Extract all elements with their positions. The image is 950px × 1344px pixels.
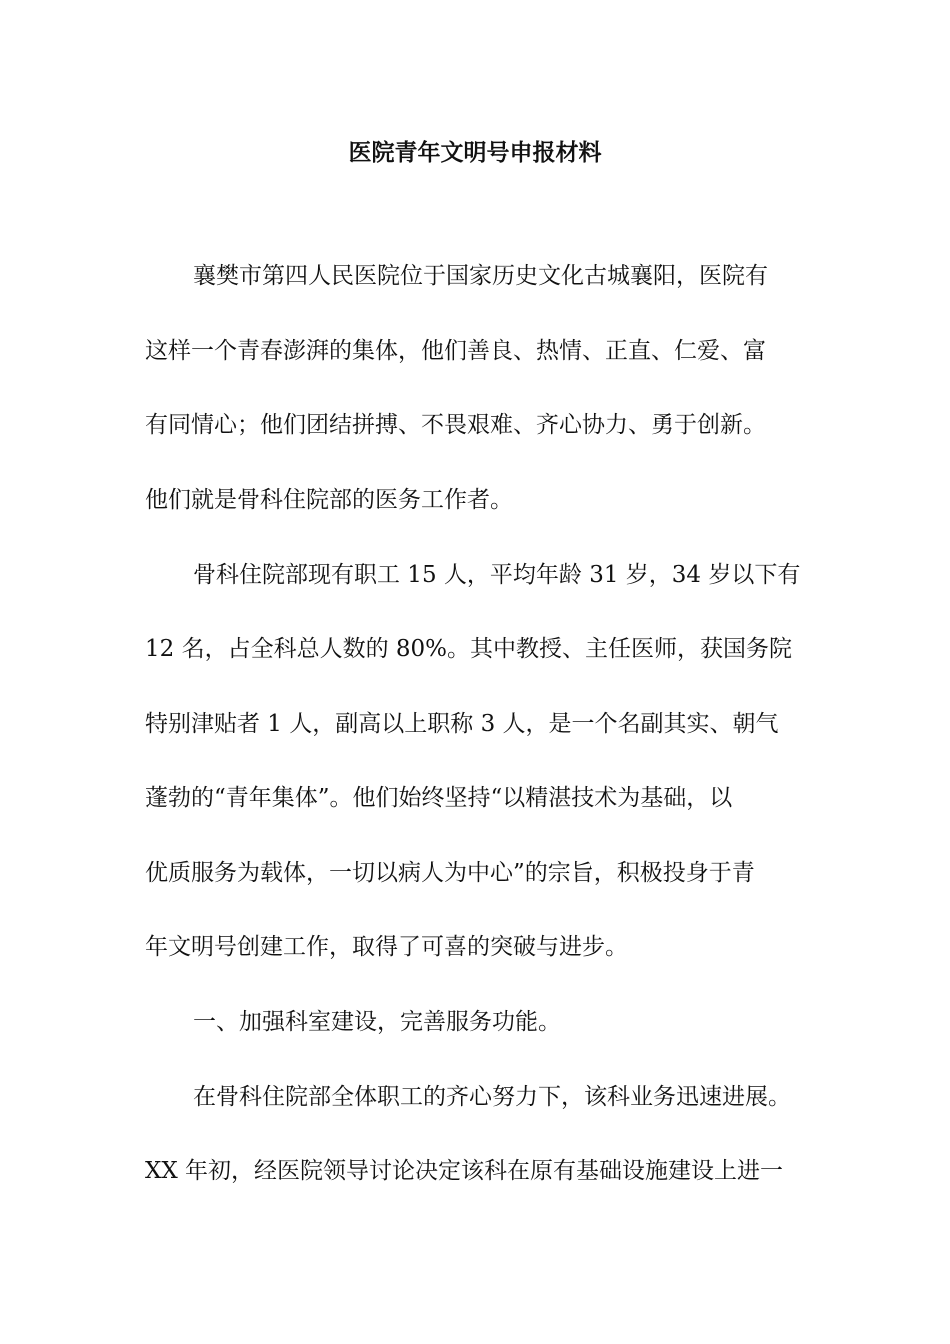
paragraph-line: 蓬勃的“青年集体”。他们始终坚持“以精湛技术为基础，以 [145, 785, 733, 811]
document-title: 医院青年文明号申报材料 [348, 140, 602, 166]
paragraph-line: 特别津贴者 1 人，副高以上职称 3 人，是一个名副其实、朝气 [145, 711, 779, 737]
paragraph-line: XX 年初，经医院领导讨论决定该科在原有基础设施建设上进一 [145, 1158, 784, 1184]
paragraph-line: 年文明号创建工作，取得了可喜的突破与进步。 [145, 934, 628, 960]
paragraph-line: 骨科住院部现有职工 15 人，平均年龄 31 岁，34 岁以下有 [193, 562, 801, 588]
paragraph-line: 有同情心；他们团结拼搏、不畏艰难、齐心协力、勇于创新。 [145, 412, 766, 438]
paragraph-line: 优质服务为载体，一切以病人为中心”的宗旨，积极投身于青 [145, 860, 755, 886]
paragraph-line: 12 名，占全科总人数的 80%。其中教授、主任医师，获国务院 [145, 636, 793, 662]
paragraph-line: 在骨科住院部全体职工的齐心努力下，该科业务迅速进展。 [193, 1084, 791, 1110]
section-heading: 一、加强科室建设，完善服务功能。 [193, 1009, 561, 1035]
paragraph-line: 他们就是骨科住院部的医务工作者。 [145, 487, 513, 513]
paragraph-line: 襄樊市第四人民医院位于国家历史文化古城襄阳，医院有 [193, 263, 768, 289]
paragraph-line: 这样一个青春澎湃的集体，他们善良、热情、正直、仁爱、富 [145, 338, 766, 364]
